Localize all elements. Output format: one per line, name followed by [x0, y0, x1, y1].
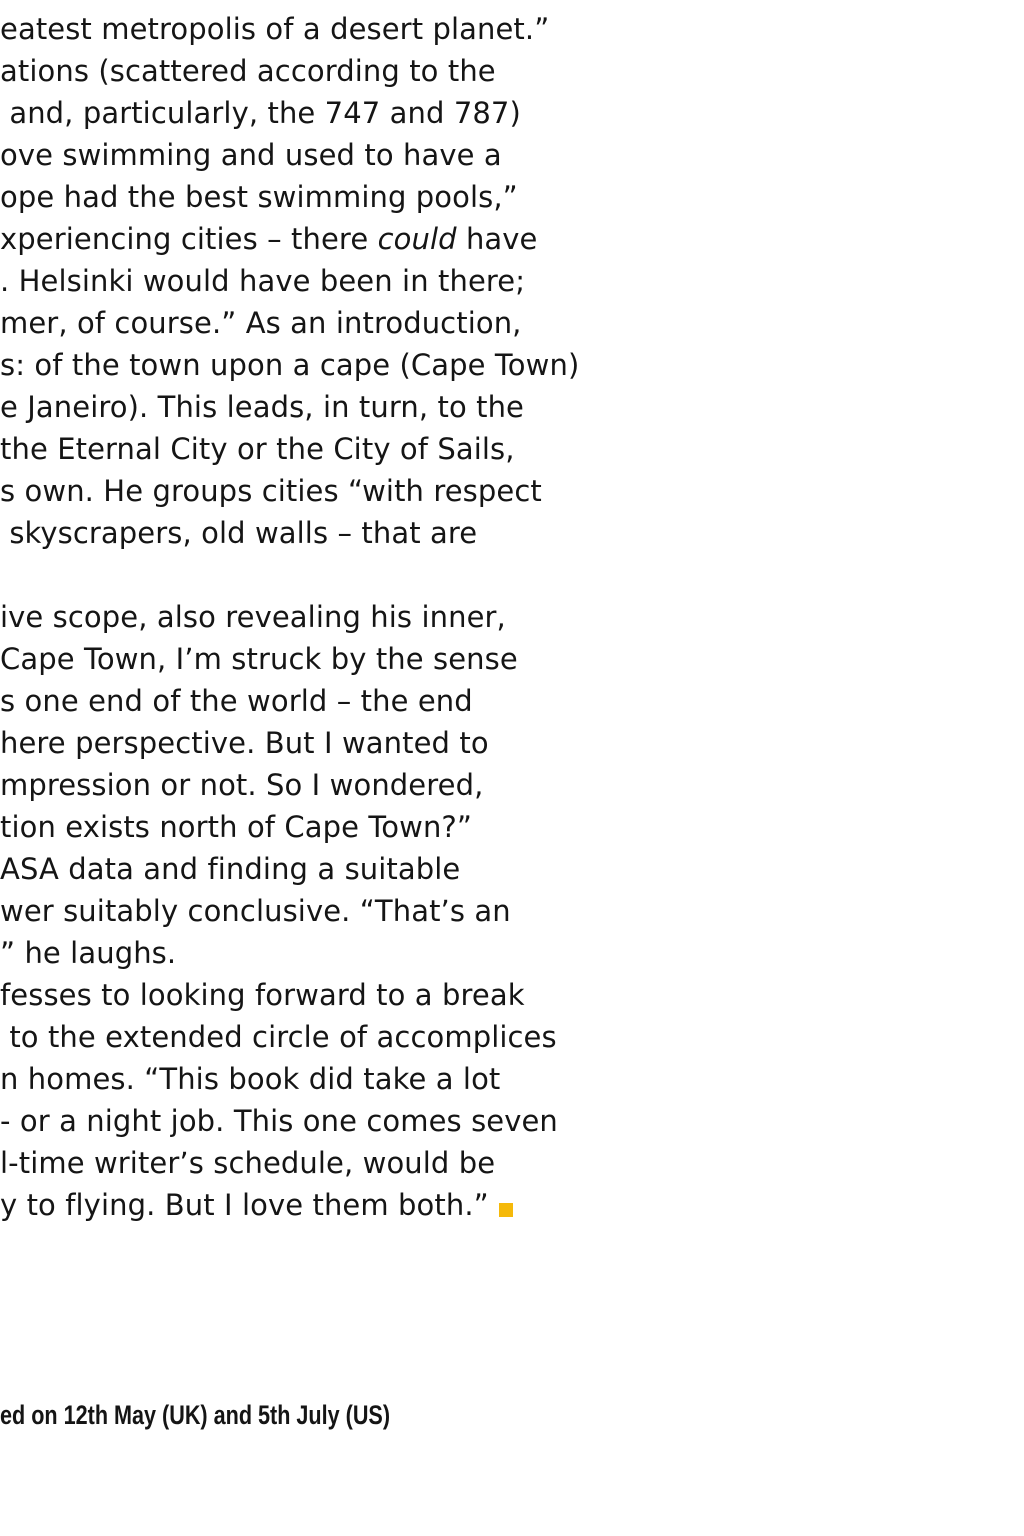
article-line: [0, 222, 538, 256]
article-line-text: s: of the town upon a cape (Cape Town): [0, 348, 580, 382]
article-line-text: ” he laughs.: [0, 936, 177, 970]
article-line-text: ove swimming and used to have a: [0, 138, 502, 172]
article-line-text: the Eternal City or the City of Sails,: [0, 432, 515, 466]
article-line-text: ive scope, also revealing his inner,: [0, 600, 506, 634]
article-line: [0, 474, 542, 508]
article-line: [0, 516, 477, 550]
end-of-article-square-icon: [499, 1203, 513, 1217]
article-line-text: - or a night job. This one comes seven: [0, 1104, 558, 1138]
article-line-text: ASA data and finding a suitable: [0, 852, 461, 886]
article-line-text: here perspective. But I wanted to: [0, 726, 489, 760]
article-line: [0, 432, 515, 466]
article-line-text: ations (scattered according to the: [0, 54, 496, 88]
article-line: [0, 264, 525, 298]
article-line: [0, 1104, 558, 1138]
article-line-text: to the extended circle of accomplices: [0, 1020, 557, 1054]
article-line-text: mpression or not. So I wondered,: [0, 768, 484, 802]
article-line: [0, 54, 496, 88]
article-line: [0, 306, 522, 340]
article-line: [0, 768, 483, 802]
article-line-text: xperiencing cities – there: [0, 222, 378, 256]
article-line: [0, 138, 502, 172]
article-line-text: fesses to looking forward to a break: [0, 978, 525, 1012]
article-line-text: l-time writer’s schedule, would be: [0, 1146, 496, 1180]
article-line-text: ope had the best swimming pools,”: [0, 180, 518, 214]
article-line-text: s one end of the world – the end: [0, 684, 473, 718]
article-line-text: s own. He groups cities “with respect: [0, 474, 542, 508]
article-line: [0, 810, 472, 844]
article-line-text: mer, of course.” As an introduction,: [0, 306, 522, 340]
article-line: [0, 180, 518, 214]
article-line: [0, 726, 489, 760]
article-line: [0, 852, 460, 886]
article-line: [0, 390, 524, 424]
article-line-text: y to flying. But I love them both.”: [0, 1188, 489, 1222]
article-line: [0, 1146, 495, 1180]
emphasis-text: could: [377, 222, 457, 256]
article-line: [0, 978, 525, 1012]
article-line: [0, 348, 579, 382]
article-line: [0, 12, 549, 46]
article-line: [0, 1062, 500, 1096]
article-line: [0, 684, 473, 718]
article-line-text: have: [456, 222, 538, 256]
article-line: [0, 894, 511, 928]
article-line-text: and, particularly, the 747 and 787): [0, 96, 521, 130]
article-line-text: tion exists north of Cape Town?”: [0, 810, 473, 844]
article-line: [0, 96, 521, 130]
article-line: [0, 600, 506, 634]
article-line: [0, 936, 176, 970]
article-line-text: Cape Town, I’m struck by the sense: [0, 642, 518, 676]
article-line-text: e Janeiro). This leads, in turn, to the: [0, 390, 525, 424]
article-line-text: wer suitably conclusive. “That’s an: [0, 894, 511, 928]
article-line: [0, 1188, 513, 1222]
article-line: [0, 642, 518, 676]
article-line-text: . Helsinki would have been in there;: [0, 264, 526, 298]
article-line: [0, 1020, 557, 1054]
publication-note: ed on 12th May (UK) and 5th July (US): [0, 1400, 391, 1430]
article-line-text: n homes. “This book did take a lot: [0, 1062, 501, 1096]
article-line-text: skyscrapers, old walls – that are: [0, 516, 478, 550]
article-line-text: eatest metropolis of a desert planet.”: [0, 12, 550, 46]
